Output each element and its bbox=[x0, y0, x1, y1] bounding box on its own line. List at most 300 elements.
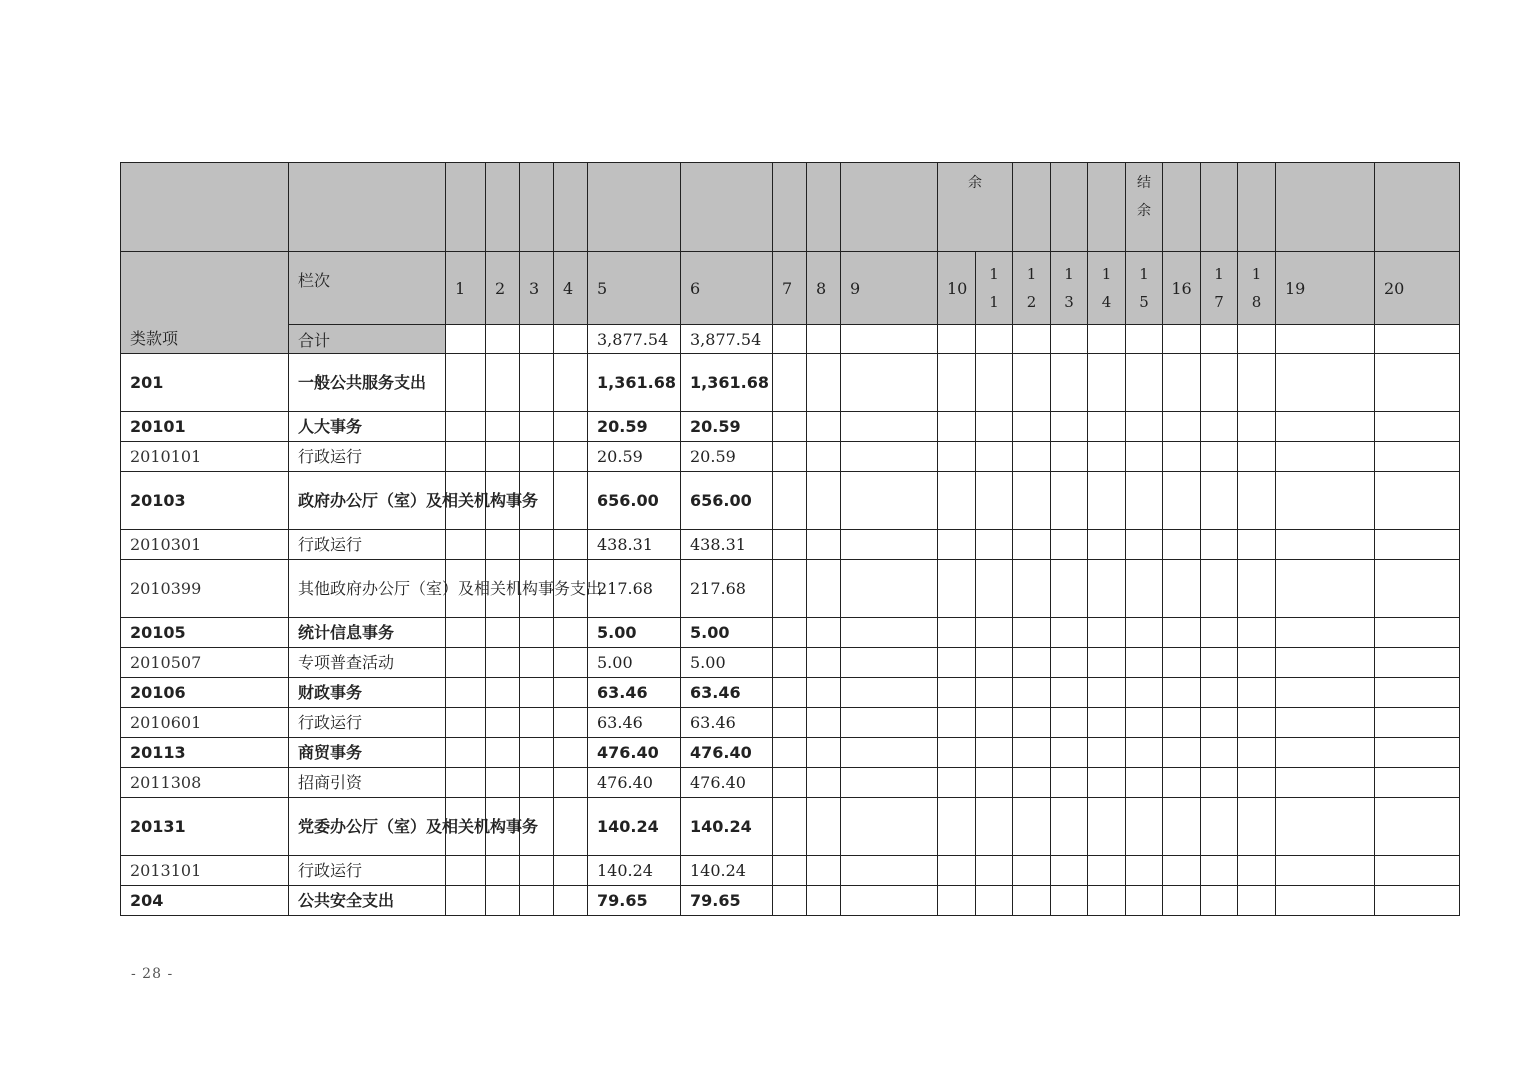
empty-cell bbox=[807, 442, 841, 472]
empty-cell bbox=[1088, 738, 1126, 768]
empty-cell bbox=[486, 412, 520, 442]
empty-cell bbox=[1051, 738, 1088, 768]
empty-cell bbox=[807, 856, 841, 886]
row-col6: 656.00 bbox=[681, 472, 773, 530]
empty-cell bbox=[1088, 412, 1126, 442]
empty-cell bbox=[520, 648, 554, 678]
empty-cell bbox=[1276, 856, 1375, 886]
empty-cell bbox=[1051, 530, 1088, 560]
empty-cell bbox=[938, 530, 976, 560]
row-col6: 79.65 bbox=[681, 886, 773, 916]
empty-cell bbox=[773, 618, 807, 648]
empty-cell bbox=[1375, 472, 1460, 530]
empty-cell bbox=[446, 856, 486, 886]
row-code: 2010507 bbox=[121, 648, 289, 678]
empty-cell bbox=[1375, 618, 1460, 648]
table-row bbox=[121, 648, 1460, 678]
empty-cell bbox=[1013, 442, 1051, 472]
row-col5: 63.46 bbox=[588, 708, 681, 738]
empty-cell bbox=[446, 648, 486, 678]
row-code: 20101 bbox=[121, 412, 289, 442]
empty-cell bbox=[554, 530, 588, 560]
row-code: 2010301 bbox=[121, 530, 289, 560]
empty-cell bbox=[554, 798, 588, 856]
row-code: 201 bbox=[121, 354, 289, 412]
empty-cell bbox=[1013, 708, 1051, 738]
empty-cell bbox=[520, 618, 554, 648]
empty-cell bbox=[976, 768, 1013, 798]
table-row bbox=[121, 798, 1460, 856]
empty-cell bbox=[1013, 412, 1051, 442]
row-col6: 140.24 bbox=[681, 798, 773, 856]
empty-cell bbox=[807, 472, 841, 530]
empty-cell bbox=[1088, 678, 1126, 708]
empty-cell bbox=[773, 412, 807, 442]
col-num: 19 bbox=[1276, 252, 1375, 325]
row-col5: 476.40 bbox=[588, 738, 681, 768]
empty-cell bbox=[1238, 472, 1276, 530]
header-surplus-label: 余 bbox=[938, 163, 1013, 252]
table-row bbox=[121, 708, 1460, 738]
empty-cell bbox=[1088, 560, 1126, 618]
row-col6: 5.00 bbox=[681, 618, 773, 648]
empty-cell bbox=[1201, 560, 1238, 618]
row-col5: 656.00 bbox=[588, 472, 681, 530]
row-col6: 217.68 bbox=[681, 560, 773, 618]
empty-cell bbox=[1238, 530, 1276, 560]
row-name: 商贸事务 bbox=[289, 738, 446, 768]
empty-cell bbox=[520, 886, 554, 916]
empty-cell bbox=[1163, 560, 1201, 618]
table-row bbox=[121, 560, 1460, 618]
empty-cell bbox=[1276, 354, 1375, 412]
empty-cell bbox=[1201, 618, 1238, 648]
empty-cell bbox=[1201, 708, 1238, 738]
empty-cell bbox=[807, 708, 841, 738]
col-num: 6 bbox=[681, 252, 773, 325]
row-code: 2010399 bbox=[121, 560, 289, 618]
empty-cell bbox=[1126, 798, 1163, 856]
empty-cell bbox=[1201, 530, 1238, 560]
empty-cell bbox=[1126, 530, 1163, 560]
col-num: 20 bbox=[1375, 252, 1460, 325]
empty-cell bbox=[1238, 648, 1276, 678]
empty-cell bbox=[446, 738, 486, 768]
table-row bbox=[121, 442, 1460, 472]
empty-cell bbox=[773, 798, 807, 856]
empty-cell bbox=[773, 560, 807, 618]
empty-cell bbox=[1088, 354, 1126, 412]
empty-cell bbox=[976, 442, 1013, 472]
row-code: 20106 bbox=[121, 678, 289, 708]
row-code: 2013101 bbox=[121, 856, 289, 886]
empty-cell bbox=[938, 738, 976, 768]
empty-cell bbox=[1201, 354, 1238, 412]
empty-cell bbox=[1051, 560, 1088, 618]
empty-cell bbox=[486, 856, 520, 886]
empty-cell bbox=[446, 412, 486, 442]
empty-cell bbox=[1088, 618, 1126, 648]
empty-cell bbox=[1276, 530, 1375, 560]
empty-cell bbox=[1163, 618, 1201, 648]
empty-cell bbox=[554, 442, 588, 472]
empty-cell bbox=[554, 708, 588, 738]
empty-cell bbox=[1163, 708, 1201, 738]
page-number: - 28 - bbox=[131, 966, 174, 982]
empty-cell bbox=[1013, 530, 1051, 560]
empty-cell bbox=[1088, 530, 1126, 560]
empty-cell bbox=[773, 738, 807, 768]
empty-cell bbox=[1051, 768, 1088, 798]
empty-cell bbox=[976, 648, 1013, 678]
empty-cell bbox=[976, 354, 1013, 412]
empty-cell bbox=[1126, 354, 1163, 412]
total-label: 合计 bbox=[289, 325, 446, 354]
empty-cell bbox=[938, 354, 976, 412]
empty-cell bbox=[1088, 708, 1126, 738]
empty-cell bbox=[1088, 442, 1126, 472]
empty-cell bbox=[938, 412, 976, 442]
empty-cell bbox=[520, 678, 554, 708]
empty-cell bbox=[841, 768, 938, 798]
row-name: 公共安全支出 bbox=[289, 886, 446, 916]
empty-cell bbox=[976, 798, 1013, 856]
col-num: 1 4 bbox=[1088, 252, 1126, 325]
header-cell bbox=[121, 163, 289, 252]
empty-cell bbox=[1013, 354, 1051, 412]
table-row bbox=[121, 856, 1460, 886]
col-num: 3 bbox=[520, 252, 554, 325]
empty-cell bbox=[554, 678, 588, 708]
row-col5: 140.24 bbox=[588, 798, 681, 856]
empty-cell bbox=[1126, 412, 1163, 442]
empty-cell bbox=[1276, 678, 1375, 708]
empty-cell bbox=[520, 708, 554, 738]
table-row bbox=[121, 472, 1460, 530]
empty-cell bbox=[1276, 472, 1375, 530]
empty-cell bbox=[1201, 768, 1238, 798]
header-balance-label: 结 余 bbox=[1126, 163, 1163, 252]
row-name: 其他政府办公厅（室）及相关机构事务支出 bbox=[289, 560, 446, 618]
empty-cell bbox=[976, 472, 1013, 530]
row-col5: 438.31 bbox=[588, 530, 681, 560]
empty-cell bbox=[1238, 560, 1276, 618]
empty-cell bbox=[1013, 768, 1051, 798]
row-col5: 5.00 bbox=[588, 648, 681, 678]
empty-cell bbox=[1126, 738, 1163, 768]
empty-cell bbox=[1375, 442, 1460, 472]
col-num: 8 bbox=[807, 252, 841, 325]
total-col6: 3,877.54 bbox=[681, 325, 773, 354]
empty-cell bbox=[1126, 886, 1163, 916]
empty-cell bbox=[1126, 472, 1163, 530]
empty-cell bbox=[1163, 412, 1201, 442]
empty-cell bbox=[1051, 618, 1088, 648]
empty-cell bbox=[1088, 886, 1126, 916]
data-rows bbox=[121, 354, 1460, 916]
empty-cell bbox=[773, 768, 807, 798]
empty-cell bbox=[1276, 648, 1375, 678]
col-num: 7 bbox=[773, 252, 807, 325]
empty-cell bbox=[841, 678, 938, 708]
empty-cell bbox=[1163, 768, 1201, 798]
table-row bbox=[121, 618, 1460, 648]
empty-cell bbox=[841, 530, 938, 560]
empty-cell bbox=[1051, 856, 1088, 886]
empty-cell bbox=[938, 442, 976, 472]
row-col5: 20.59 bbox=[588, 442, 681, 472]
col-num: 1 bbox=[446, 252, 486, 325]
row-col6: 5.00 bbox=[681, 648, 773, 678]
empty-cell bbox=[1276, 886, 1375, 916]
empty-cell bbox=[938, 560, 976, 618]
col-num: 1 5 bbox=[1126, 252, 1163, 325]
row-col5: 1,361.68 bbox=[588, 354, 681, 412]
empty-cell bbox=[1276, 768, 1375, 798]
empty-cell bbox=[1201, 412, 1238, 442]
empty-cell bbox=[807, 618, 841, 648]
table-row bbox=[121, 886, 1460, 916]
row-name: 政府办公厅（室）及相关机构事务 bbox=[289, 472, 446, 530]
empty-cell bbox=[1051, 354, 1088, 412]
col-num: 5 bbox=[588, 252, 681, 325]
empty-cell bbox=[1276, 412, 1375, 442]
row-col5: 63.46 bbox=[588, 678, 681, 708]
empty-cell bbox=[773, 472, 807, 530]
empty-cell bbox=[807, 530, 841, 560]
empty-cell bbox=[1163, 738, 1201, 768]
empty-cell bbox=[1051, 472, 1088, 530]
empty-cell bbox=[486, 708, 520, 738]
empty-cell bbox=[1201, 442, 1238, 472]
table-row bbox=[121, 738, 1460, 768]
col-num: 4 bbox=[554, 252, 588, 325]
empty-cell bbox=[976, 412, 1013, 442]
row-code: 204 bbox=[121, 886, 289, 916]
empty-cell bbox=[1051, 886, 1088, 916]
total-col5: 3,877.54 bbox=[588, 325, 681, 354]
col-num: 16 bbox=[1163, 252, 1201, 325]
header-row-top bbox=[121, 163, 1460, 252]
empty-cell bbox=[1276, 738, 1375, 768]
empty-cell bbox=[486, 886, 520, 916]
empty-cell bbox=[976, 856, 1013, 886]
row-col5: 217.68 bbox=[588, 560, 681, 618]
empty-cell bbox=[938, 708, 976, 738]
empty-cell bbox=[1126, 708, 1163, 738]
empty-cell bbox=[1238, 886, 1276, 916]
empty-cell bbox=[938, 886, 976, 916]
row-col6: 476.40 bbox=[681, 738, 773, 768]
empty-cell bbox=[1238, 412, 1276, 442]
column-label: 栏次 bbox=[289, 252, 446, 325]
empty-cell bbox=[1163, 648, 1201, 678]
empty-cell bbox=[938, 856, 976, 886]
empty-cell bbox=[807, 768, 841, 798]
empty-cell bbox=[1375, 768, 1460, 798]
empty-cell bbox=[486, 618, 520, 648]
empty-cell bbox=[1013, 648, 1051, 678]
empty-cell bbox=[1238, 708, 1276, 738]
empty-cell bbox=[1201, 856, 1238, 886]
empty-cell bbox=[938, 798, 976, 856]
row-code: 20131 bbox=[121, 798, 289, 856]
empty-cell bbox=[1013, 678, 1051, 708]
empty-cell bbox=[1375, 648, 1460, 678]
empty-cell bbox=[1276, 560, 1375, 618]
empty-cell bbox=[773, 886, 807, 916]
row-name: 行政运行 bbox=[289, 708, 446, 738]
empty-cell bbox=[1201, 678, 1238, 708]
empty-cell bbox=[1375, 678, 1460, 708]
empty-cell bbox=[486, 530, 520, 560]
row-code: 2010601 bbox=[121, 708, 289, 738]
empty-cell bbox=[773, 648, 807, 678]
row-col6: 140.24 bbox=[681, 856, 773, 886]
empty-cell bbox=[446, 678, 486, 708]
empty-cell bbox=[1126, 648, 1163, 678]
empty-cell bbox=[1201, 886, 1238, 916]
row-col6: 20.59 bbox=[681, 412, 773, 442]
empty-cell bbox=[554, 412, 588, 442]
empty-cell bbox=[446, 886, 486, 916]
empty-cell bbox=[486, 442, 520, 472]
empty-cell bbox=[1375, 530, 1460, 560]
empty-cell bbox=[1088, 648, 1126, 678]
row-name: 行政运行 bbox=[289, 530, 446, 560]
empty-cell bbox=[976, 708, 1013, 738]
empty-cell bbox=[841, 856, 938, 886]
empty-cell bbox=[773, 856, 807, 886]
row-col6: 1,361.68 bbox=[681, 354, 773, 412]
empty-cell bbox=[1375, 412, 1460, 442]
empty-cell bbox=[486, 648, 520, 678]
col-num: 1 3 bbox=[1051, 252, 1088, 325]
empty-cell bbox=[976, 886, 1013, 916]
row-col5: 5.00 bbox=[588, 618, 681, 648]
empty-cell bbox=[1051, 412, 1088, 442]
table-row bbox=[121, 354, 1460, 412]
empty-cell bbox=[1375, 354, 1460, 412]
empty-cell bbox=[938, 648, 976, 678]
empty-cell bbox=[807, 678, 841, 708]
empty-cell bbox=[773, 708, 807, 738]
empty-cell bbox=[773, 530, 807, 560]
col-num: 2 bbox=[486, 252, 520, 325]
col-num: 1 7 bbox=[1201, 252, 1238, 325]
empty-cell bbox=[520, 738, 554, 768]
empty-cell bbox=[1013, 856, 1051, 886]
empty-cell bbox=[841, 354, 938, 412]
empty-cell bbox=[446, 442, 486, 472]
col-num: 1 8 bbox=[1238, 252, 1276, 325]
empty-cell bbox=[1013, 798, 1051, 856]
empty-cell bbox=[1201, 472, 1238, 530]
empty-cell bbox=[1013, 886, 1051, 916]
empty-cell bbox=[1238, 738, 1276, 768]
empty-cell bbox=[554, 856, 588, 886]
empty-cell bbox=[1238, 442, 1276, 472]
empty-cell bbox=[938, 472, 976, 530]
empty-cell bbox=[773, 678, 807, 708]
empty-cell bbox=[1375, 886, 1460, 916]
empty-cell bbox=[1013, 560, 1051, 618]
empty-cell bbox=[554, 648, 588, 678]
empty-cell bbox=[976, 618, 1013, 648]
empty-cell bbox=[1238, 798, 1276, 856]
row-name: 行政运行 bbox=[289, 856, 446, 886]
empty-cell bbox=[1238, 856, 1276, 886]
empty-cell bbox=[976, 530, 1013, 560]
empty-cell bbox=[841, 798, 938, 856]
empty-cell bbox=[1238, 678, 1276, 708]
col-num: 1 2 bbox=[1013, 252, 1051, 325]
row-name: 统计信息事务 bbox=[289, 618, 446, 648]
empty-cell bbox=[1375, 738, 1460, 768]
empty-cell bbox=[841, 442, 938, 472]
row-name: 一般公共服务支出 bbox=[289, 354, 446, 412]
empty-cell bbox=[554, 618, 588, 648]
empty-cell bbox=[446, 530, 486, 560]
empty-cell bbox=[1276, 442, 1375, 472]
empty-cell bbox=[1163, 886, 1201, 916]
empty-cell bbox=[976, 738, 1013, 768]
empty-cell bbox=[1163, 530, 1201, 560]
empty-cell bbox=[1013, 738, 1051, 768]
row-name: 行政运行 bbox=[289, 442, 446, 472]
row-col5: 140.24 bbox=[588, 856, 681, 886]
empty-cell bbox=[773, 442, 807, 472]
budget-table bbox=[120, 162, 1460, 916]
row-name: 专项普查活动 bbox=[289, 648, 446, 678]
empty-cell bbox=[520, 530, 554, 560]
empty-cell bbox=[1051, 648, 1088, 678]
empty-cell bbox=[1163, 798, 1201, 856]
total-row bbox=[121, 325, 1460, 354]
empty-cell bbox=[520, 768, 554, 798]
empty-cell bbox=[520, 856, 554, 886]
empty-cell bbox=[1163, 678, 1201, 708]
row-col5: 20.59 bbox=[588, 412, 681, 442]
empty-cell bbox=[807, 886, 841, 916]
empty-cell bbox=[841, 648, 938, 678]
row-col6: 476.40 bbox=[681, 768, 773, 798]
row-name: 招商引资 bbox=[289, 768, 446, 798]
empty-cell bbox=[841, 738, 938, 768]
empty-cell bbox=[807, 648, 841, 678]
empty-cell bbox=[841, 412, 938, 442]
empty-cell bbox=[554, 354, 588, 412]
corner-label: 类款项 bbox=[121, 252, 289, 354]
empty-cell bbox=[1126, 442, 1163, 472]
row-col6: 20.59 bbox=[681, 442, 773, 472]
empty-cell bbox=[1375, 856, 1460, 886]
empty-cell bbox=[1126, 768, 1163, 798]
empty-cell bbox=[1163, 856, 1201, 886]
empty-cell bbox=[1051, 678, 1088, 708]
empty-cell bbox=[1276, 618, 1375, 648]
empty-cell bbox=[1013, 618, 1051, 648]
empty-cell bbox=[486, 354, 520, 412]
empty-cell bbox=[554, 472, 588, 530]
empty-cell bbox=[1088, 472, 1126, 530]
empty-cell bbox=[554, 768, 588, 798]
empty-cell bbox=[1238, 768, 1276, 798]
empty-cell bbox=[1163, 472, 1201, 530]
empty-cell bbox=[446, 708, 486, 738]
empty-cell bbox=[1051, 798, 1088, 856]
empty-cell bbox=[1126, 856, 1163, 886]
